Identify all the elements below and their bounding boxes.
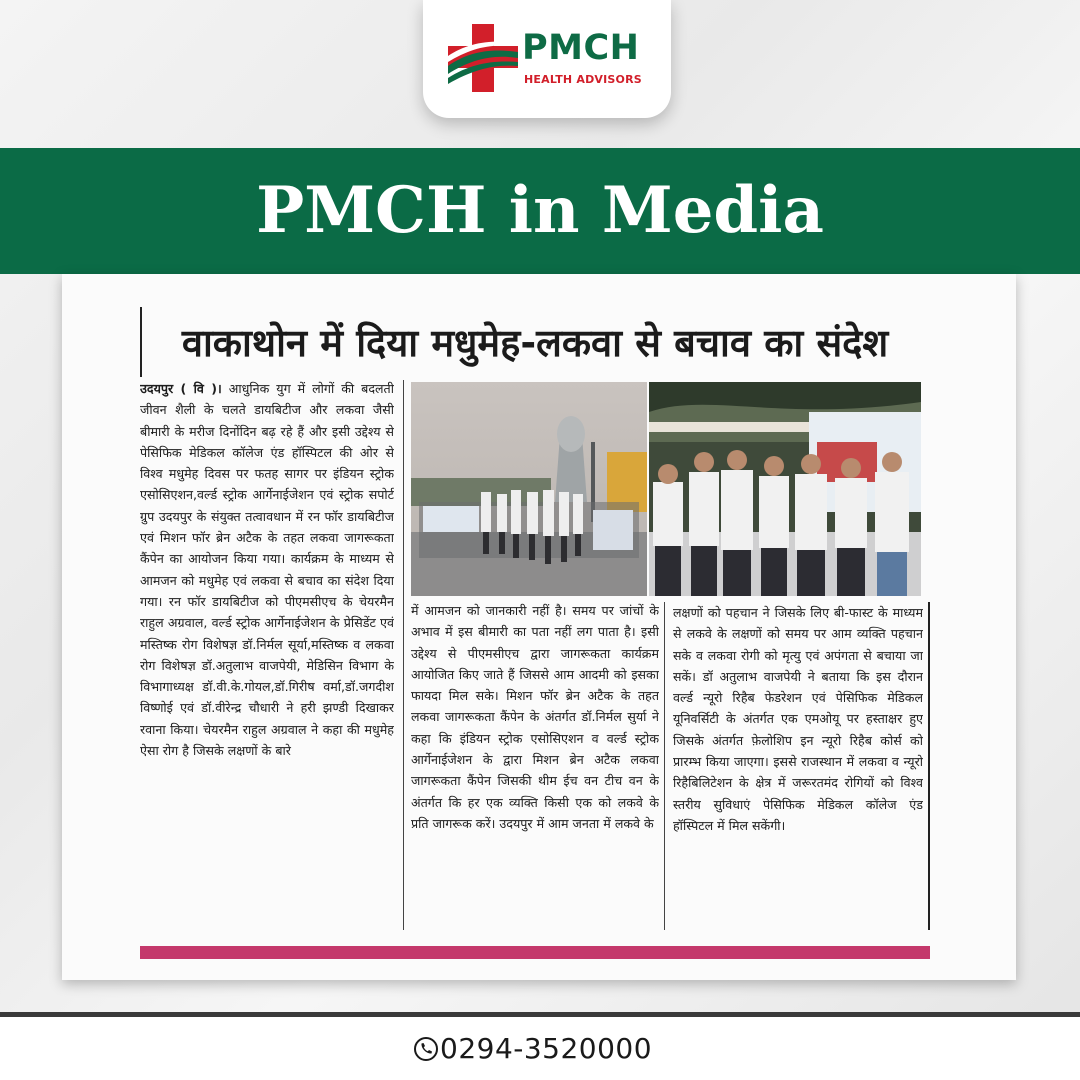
article-column-1 (140, 378, 394, 930)
title-banner (0, 148, 1080, 274)
logo-title: PMCH (522, 28, 640, 68)
contact-phone[interactable]: 0294-3520000 (440, 1032, 653, 1065)
column-rule (403, 380, 404, 930)
article-photo-walkathon (411, 382, 647, 596)
article-column-1-text: आधुनिक युग में लोगों की बदलती जीवन शैली के चलते डायबिटीज और लकवा जैसी बीमारी के मरीज दिनोंदिन बढ़ रहे हैं और इसी उद्देश्य से पेसिफिक मेडिकल कॉलेज एंड हॉस्पिटल की ओर से विश्व मधुमेह दिवस पर फतह सागर पर इंडियन स्ट्रोक एसोसिएशन,वर्ल्ड स्ट्रोक आर्गेनाईजेशन एवं स्ट्रोक सपोर्ट ग्रुप उदयपुर के संयुक्त तत्वावधान में रन फॉर डायबिटीज एवं मिशन फॉर ब्रेन अटैक के तहत लकवा जागरूकता कैंपेन का आयोजन किया गया। कार्यक्रम के माध्यम से आमजन को मधुमेह एवं लकवा से बचाव का संदेश दिया गया। रन फॉर डायबिटीज को पीएमसीएच के चेयरमैन राहुल अग्रवाल, वर्ल्ड स्ट्रोक आर्गेनाईजेशन के प्रेसिडेंट एवं मस्तिष्क रोग विशेषज्ञ डॉ.निर्मल सूर्या,मस्तिष्क व लकवा रोग विशेषज्ञ डॉ.अतुलाभ वाजपेयी, मेडिसिन विभाग के विभागाध्यक्ष डॉ.वी.के.गोयल,डॉ.गिरीष वर्मा,डॉ.जगदीश विष्णोई एवं डॉ.वीरेन्द्र चौधारी ने हरी झण्डी दिखाकर रवाना किया। चेयरमैन राहुल अग्रवाल ने कहा की मधुमेह ऐसा रोग है जिसके लक्षणों के बारे (140, 381, 394, 759)
article-headline: वाकाथोन में दिया मधुमेह-लकवा से बचाव का संदेश (181, 321, 889, 365)
article-dateline: उदयपुर ( वि )। (140, 381, 222, 396)
article-column-3: लक्षणों को पहचान ने जिसके लिए बी-फास्ट के माध्यम से लकवे के लक्षणों को समय पर आम व्यक्ति पहचान सके व लकवा रोगी को मृत्यु एवं अपंगता से बचाया जा सकें। डॉ अतुलाभ वाजपेयी ने बताया कि इस दौरान वर्ल्ड न्यूरो रिहैब फेडरेशन एवं पेसिफिक मेडिकल यूनिवर्सिटी के अंतर्गत एक एमओयू पर हस्ताक्षर हुए जिसके अंतर्गत फ़ेलोशिप इन न्यूरो रिहैब कोर्स को प्रारम्भ किया जाएगा। इससे राजस्थान में लकवा व न्यूरो रिहैबिलिटेशन के क्षेत्र में जरूरतमंद रोगियों को विश्व स्तरीय सुविधाएं पेसिफिक मेडिकल कॉलेज एंड हॉस्पिटल में मिल सकेंगी। (673, 605, 923, 833)
medical-cross-icon (446, 22, 518, 94)
column-rule (664, 602, 665, 930)
article-photo-dignitaries (649, 382, 921, 596)
logo-subtitle: HEALTH ADVISORS (524, 73, 642, 86)
article-column-2: में आमजन को जानकारी नहीं है। समय पर जांचों के अभाव में इस बीमारी का पता नहीं लग पाता है। इसी उद्देश्य से पीएमसीएच द्वारा जागरूकता कार्यक्रम आयोजित किए जाते हैं जिससे आम आदमी को इसका फायदा मिल सके। मिशन फॉर ब्रेन अटैक के तहत लकवा जागरूकता कैंपेन के अंतर्गत डॉ.निर्मल सुर्या ने कहा कि इंडियन स्ट्रोक एसोसिएशन व वर्ल्ड स्ट्रोक आर्गेनाईजेशन के द्वारा मिशन ब्रेन अटैक लकवा जागरूकता कैंपेन जिसकी थीम ईच वन टीच वन के अंतर्गत कि हर एक व्यक्ति किसी एक को लकवे के प्रति जागरूक करें। उदयपुर में आम जनता में लकवे के (411, 603, 659, 831)
banner-title: PMCH in Media (256, 173, 824, 248)
column-rule (928, 602, 930, 930)
article-bottom-bar (140, 946, 930, 959)
phone-icon (413, 1036, 439, 1062)
